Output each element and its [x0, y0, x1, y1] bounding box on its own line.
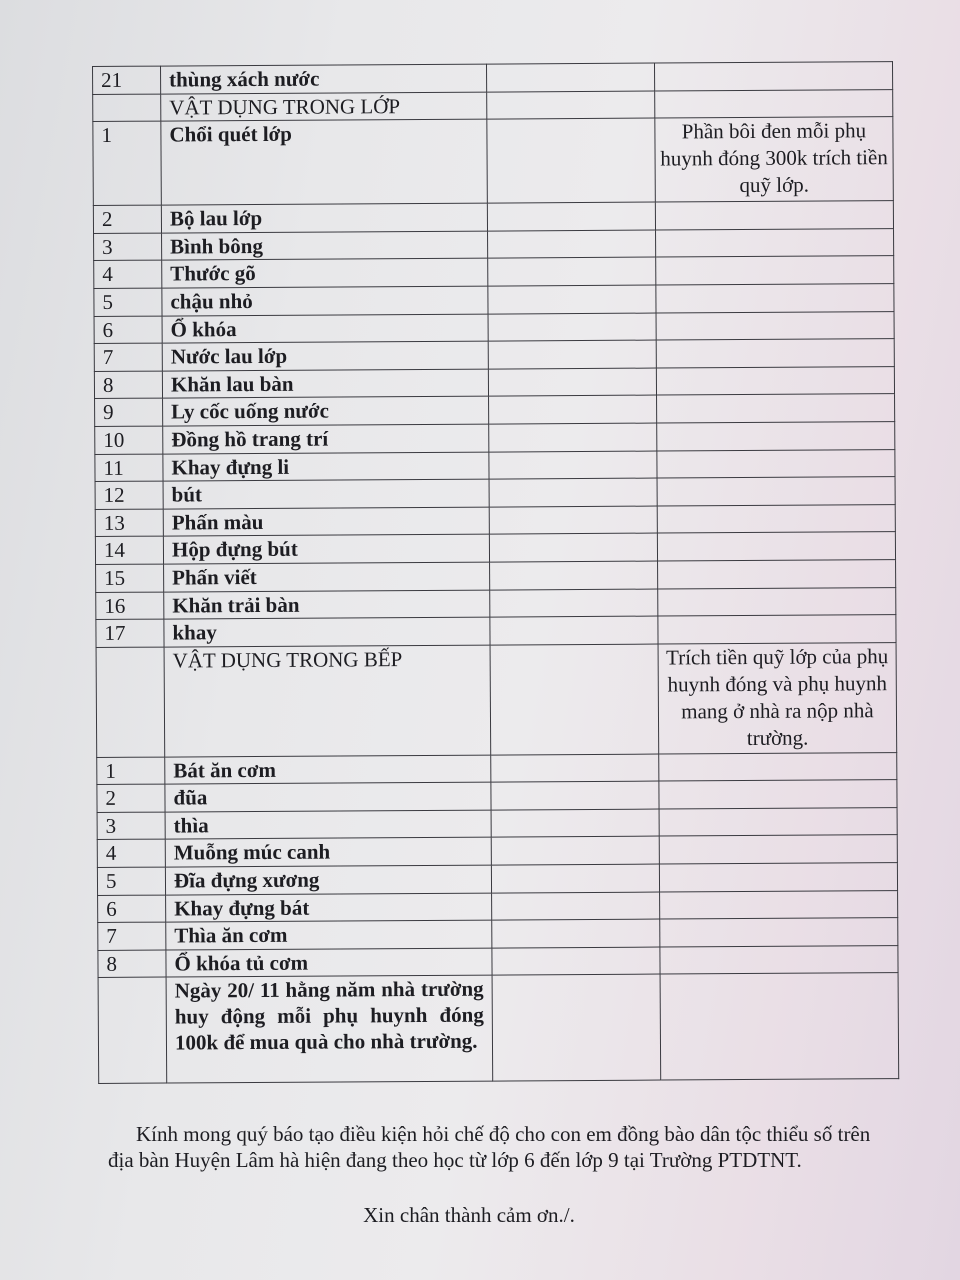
quantity-cell [490, 616, 658, 645]
supplies-table [92, 61, 899, 1084]
note-cell [658, 560, 896, 589]
item-name: Bộ lau lớp [161, 203, 487, 233]
item-number: 6 [94, 316, 162, 344]
item-number: 9 [95, 398, 163, 426]
quantity-cell [492, 919, 660, 948]
note-cell [658, 615, 896, 644]
quantity-cell [489, 395, 657, 424]
quantity-cell [490, 561, 658, 590]
section-heading: VẬT DỤNG TRONG LỚP [161, 92, 487, 122]
note-cell [659, 863, 897, 892]
item-name: thùng xách nước [161, 64, 487, 94]
item-number: 3 [97, 812, 165, 840]
quantity-cell [487, 202, 655, 231]
quantity-cell [489, 423, 657, 452]
supplies-table-body [93, 62, 899, 1084]
quantity-cell [489, 451, 657, 480]
note-cell [660, 945, 898, 974]
item-number: 21 [93, 66, 161, 94]
quantity-cell [488, 285, 656, 314]
item-name: Ổ khóa [162, 314, 488, 344]
quantity-cell [491, 837, 659, 866]
item-name: Phấn màu [163, 507, 489, 537]
thanks-line: Xin chân thành cảm ơn./. [363, 1203, 575, 1227]
item-number: 14 [95, 536, 163, 564]
item-name: đũa [165, 782, 491, 812]
quantity-cell [491, 864, 659, 893]
quantity-cell [491, 781, 659, 810]
final-note-text: Ngày 20/ 11 hằng năm nhà trường huy động mỗi phụ huynh đóng 100k để mua quà cho nhà trường. [166, 976, 493, 1084]
note-cell [657, 532, 895, 561]
note-cell [656, 284, 894, 313]
quantity-cell [492, 974, 661, 1081]
quantity-cell [487, 118, 656, 203]
quantity-cell [487, 91, 655, 120]
note-cell [660, 918, 898, 947]
item-number: 12 [95, 481, 163, 509]
item-number: 4 [97, 840, 165, 868]
empty-number-cell [96, 647, 165, 757]
quantity-cell [489, 478, 657, 507]
note-cell [655, 201, 893, 230]
item-name: Hộp đựng bút [163, 534, 489, 564]
item-name: Khăn lau bàn [162, 369, 488, 399]
quantity-cell [488, 368, 656, 397]
note-cell [656, 311, 894, 340]
quantity-cell [486, 63, 654, 92]
note-cell [655, 89, 893, 118]
note-cell [659, 807, 897, 836]
quantity-cell [488, 230, 656, 259]
table-row [93, 117, 893, 206]
item-name: Bình bông [162, 231, 488, 261]
note-cell [656, 366, 894, 395]
final-note-row [98, 973, 899, 1084]
item-number: 17 [96, 619, 164, 647]
empty-number-cell [93, 94, 161, 122]
item-number: 4 [94, 260, 162, 288]
note-cell [659, 835, 897, 864]
note-text: Trích tiền quỹ lớp của phụ huynh đóng và phụ huynh mang ở nhà ra nộp nhà trường. [658, 642, 897, 753]
section-heading-row [96, 642, 897, 757]
note-cell [657, 422, 895, 451]
item-name: khay [164, 617, 490, 647]
note-cell [656, 339, 894, 368]
note-cell [657, 477, 895, 506]
quantity-cell [488, 340, 656, 369]
note-cell [659, 780, 897, 809]
quantity-cell [489, 506, 657, 535]
note-cell [656, 228, 894, 257]
quantity-cell [491, 754, 659, 783]
quantity-cell [492, 892, 660, 921]
item-number: 8 [98, 950, 166, 978]
item-name: Ly cốc uống nước [163, 396, 489, 426]
item-number: 10 [95, 426, 163, 454]
item-name: Đĩa đựng xương [165, 865, 491, 895]
item-number: 5 [94, 288, 162, 316]
item-name: Khăn trải bàn [164, 590, 490, 620]
quantity-cell [489, 533, 657, 562]
item-name: chậu nhỏ [162, 286, 488, 316]
empty-number-cell [98, 978, 167, 1084]
item-name: Nước lau lớp [162, 341, 488, 371]
item-name: Khay đựng li [163, 452, 489, 482]
item-number: 15 [96, 564, 164, 592]
item-number: 6 [98, 895, 166, 923]
item-number: 7 [98, 922, 166, 950]
item-number: 1 [93, 121, 162, 205]
item-name: Ổ khóa tủ cơm [166, 948, 492, 978]
note-cell [660, 973, 899, 1080]
item-name: Đồng hồ trang trí [163, 424, 489, 454]
item-number: 13 [95, 509, 163, 537]
item-number: 2 [93, 205, 161, 233]
item-number: 5 [97, 867, 165, 895]
quantity-cell [488, 313, 656, 342]
item-number: 7 [94, 343, 162, 371]
item-number: 11 [95, 454, 163, 482]
item-name: Bát ăn cơm [165, 755, 491, 785]
item-name: Khay đựng bát [166, 893, 492, 923]
quantity-cell [492, 947, 660, 976]
item-number: 8 [94, 371, 162, 399]
note-text: Phần bôi đen mỗi phụ huynh đóng 300k trích tiền quỹ lớp. [655, 117, 894, 202]
item-name: bút [163, 479, 489, 509]
note-cell [659, 752, 897, 781]
item-name: Thước gõ [162, 258, 488, 288]
item-number: 3 [94, 233, 162, 261]
item-number: 1 [97, 757, 165, 785]
item-name: Phấn viết [164, 562, 490, 592]
section-heading: VẬT DỤNG TRONG BẾP [164, 645, 491, 757]
note-cell [657, 504, 895, 533]
closing-paragraph: Kính mong quý báo tạo điều kiện hỏi chế độ cho con em đồng bào dân tộc thiểu số trên địa bàn Huyện Lâm hà hiện đang theo học từ lớp 6 đến lớp 9 tại Trường PTDTNT. [108, 1122, 871, 1172]
quantity-cell [491, 809, 659, 838]
note-cell [658, 587, 896, 616]
item-number: 16 [96, 592, 164, 620]
item-name: thìa [165, 810, 491, 840]
quantity-cell [488, 257, 656, 286]
note-cell [660, 890, 898, 919]
note-cell [657, 394, 895, 423]
quantity-cell [490, 644, 659, 755]
item-name: Chổi quét lớp [161, 119, 488, 205]
note-cell [657, 449, 895, 478]
note-cell [654, 62, 892, 91]
note-cell [656, 256, 894, 285]
item-name: Muỗng múc canh [165, 838, 491, 868]
item-name: Thìa ăn cơm [166, 920, 492, 950]
quantity-cell [490, 589, 658, 618]
item-number: 2 [97, 784, 165, 812]
